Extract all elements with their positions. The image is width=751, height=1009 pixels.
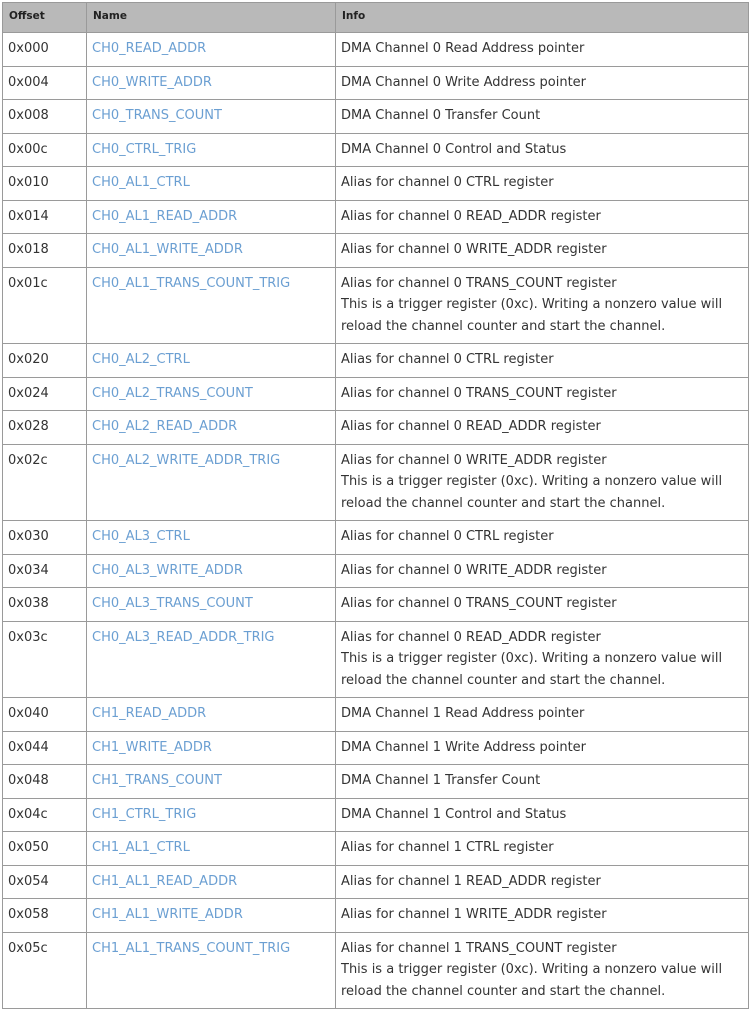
header-row <box>3 3 749 33</box>
table-row <box>3 588 749 622</box>
table-row <box>3 521 749 555</box>
register-offset: 0x044 <box>3 731 87 765</box>
register-info-cell <box>336 200 749 234</box>
table-row <box>3 100 749 134</box>
register-offset: 0x030 <box>3 521 87 555</box>
register-name-cell <box>87 66 336 100</box>
register-info-cell <box>336 521 749 555</box>
register-name-cell <box>87 899 336 933</box>
register-info-line: reload the channel counter and start the channel. <box>341 983 666 999</box>
register-info-cell <box>336 798 749 832</box>
register-name-link[interactable]: CH1_WRITE_ADDR <box>92 739 212 755</box>
table-row <box>3 33 749 67</box>
register-offset: 0x038 <box>3 588 87 622</box>
register-info-line: This is a trigger register (0xc). Writing a nonzero value will <box>341 474 723 489</box>
register-info-line: Alias for channel 0 READ_ADDR register <box>341 629 601 645</box>
register-name-cell <box>87 234 336 268</box>
register-name-link[interactable]: CH1_TRANS_COUNT <box>92 773 222 788</box>
register-info-cell <box>336 765 749 799</box>
register-info-line: reload the channel counter and start the channel. <box>341 495 666 511</box>
register-info-line: DMA Channel 0 Write Address pointer <box>341 74 587 90</box>
register-name-cell <box>87 377 336 411</box>
register-name-link[interactable]: CH1_AL1_WRITE_ADDR <box>92 907 243 922</box>
table-row <box>3 344 749 378</box>
table-row <box>3 698 749 732</box>
register-info-line: Alias for channel 1 WRITE_ADDR register <box>341 907 607 922</box>
table-row <box>3 832 749 866</box>
register-info-line: reload the channel counter and start the channel. <box>341 672 666 688</box>
register-info-line: Alias for channel 1 CTRL register <box>341 840 554 855</box>
register-offset: 0x004 <box>3 66 87 100</box>
register-info-line: DMA Channel 0 Read Address pointer <box>341 41 585 56</box>
register-offset: 0x01c <box>3 267 87 344</box>
table-row <box>3 865 749 899</box>
register-info-line: Alias for channel 0 TRANS_COUNT register <box>341 385 617 401</box>
register-offset: 0x05c <box>3 932 87 1009</box>
register-info-cell <box>336 932 749 1009</box>
register-info-line: Alias for channel 0 CTRL register <box>341 529 554 544</box>
register-name-cell <box>87 932 336 1009</box>
register-info-cell <box>336 899 749 933</box>
table-row <box>3 133 749 167</box>
register-name-link[interactable]: CH0_AL2_CTRL <box>92 352 190 367</box>
register-info-cell <box>336 234 749 268</box>
table-row <box>3 899 749 933</box>
register-name-cell <box>87 344 336 378</box>
register-offset: 0x024 <box>3 377 87 411</box>
register-name-link[interactable]: CH0_AL3_WRITE_ADDR <box>92 562 243 578</box>
register-offset: 0x054 <box>3 865 87 899</box>
register-offset: 0x028 <box>3 411 87 445</box>
register-name-link[interactable]: CH0_AL1_READ_ADDR <box>92 208 238 224</box>
register-info-cell <box>336 444 749 521</box>
register-info-line: This is a trigger register (0xc). Writing a nonzero value will <box>341 962 723 977</box>
register-info-cell <box>336 100 749 134</box>
register-offset: 0x00c <box>3 133 87 167</box>
table-row <box>3 731 749 765</box>
table-row <box>3 554 749 588</box>
info-column-header: Info <box>336 3 749 33</box>
register-info-line: DMA Channel 1 Transfer Count <box>341 773 541 788</box>
register-offset: 0x02c <box>3 444 87 521</box>
register-offset: 0x008 <box>3 100 87 134</box>
register-name-link[interactable]: CH0_AL3_TRANS_COUNT <box>92 596 253 611</box>
register-info-cell <box>336 865 749 899</box>
table-row <box>3 411 749 445</box>
register-info-line: Alias for channel 0 WRITE_ADDR register <box>341 562 607 578</box>
register-name-cell <box>87 554 336 588</box>
register-info-line: DMA Channel 1 Control and Status <box>341 806 567 822</box>
register-info-line: Alias for channel 1 TRANS_COUNT register <box>341 940 617 956</box>
table-header <box>3 3 749 33</box>
register-name-cell <box>87 33 336 67</box>
table-row <box>3 377 749 411</box>
register-name-cell <box>87 832 336 866</box>
register-name-link[interactable]: CH0_READ_ADDR <box>92 41 207 56</box>
register-info-line: This is a trigger register (0xc). Writing a nonzero value will <box>341 651 723 666</box>
table-row <box>3 932 749 1009</box>
register-info-cell <box>336 698 749 732</box>
register-info-cell <box>336 33 749 67</box>
register-info-line: Alias for channel 0 TRANS_COUNT register <box>341 596 617 611</box>
table-row <box>3 66 749 100</box>
register-offset: 0x040 <box>3 698 87 732</box>
register-info-cell <box>336 411 749 445</box>
register-name-link[interactable]: CH0_AL1_CTRL <box>92 175 190 190</box>
table-row <box>3 234 749 268</box>
register-name-link[interactable]: CH0_AL2_READ_ADDR <box>92 419 238 434</box>
register-info-line: Alias for channel 0 TRANS_COUNT register <box>341 275 617 291</box>
register-name-link[interactable]: CH0_AL2_TRANS_COUNT <box>92 385 253 401</box>
register-name-link[interactable]: CH0_AL2_WRITE_ADDR_TRIG <box>92 452 281 468</box>
register-name-cell <box>87 521 336 555</box>
register-info-line: DMA Channel 1 Write Address pointer <box>341 739 587 755</box>
register-info-line: Alias for channel 0 READ_ADDR register <box>341 208 601 224</box>
register-info-line: Alias for channel 0 WRITE_ADDR register <box>341 242 607 257</box>
register-name-link[interactable]: CH0_TRANS_COUNT <box>92 108 222 123</box>
table-row <box>3 798 749 832</box>
register-name-cell <box>87 133 336 167</box>
register-offset: 0x048 <box>3 765 87 799</box>
register-name-link[interactable]: CH0_WRITE_ADDR <box>92 74 212 90</box>
register-info-cell <box>336 832 749 866</box>
register-offset: 0x04c <box>3 798 87 832</box>
register-name-link[interactable]: CH1_AL1_CTRL <box>92 840 190 855</box>
register-name-cell <box>87 765 336 799</box>
register-offset: 0x034 <box>3 554 87 588</box>
table-row <box>3 167 749 201</box>
register-name-cell <box>87 698 336 732</box>
register-offset: 0x000 <box>3 33 87 67</box>
register-info-cell <box>336 267 749 344</box>
register-name-link[interactable]: CH0_CTRL_TRIG <box>92 141 197 157</box>
register-offset: 0x03c <box>3 621 87 698</box>
register-info-line: Alias for channel 1 READ_ADDR register <box>341 873 601 889</box>
register-offset: 0x014 <box>3 200 87 234</box>
register-offset: 0x018 <box>3 234 87 268</box>
table-body <box>3 33 749 1009</box>
register-info-line: DMA Channel 0 Transfer Count <box>341 108 541 123</box>
register-info-line: DMA Channel 0 Control and Status <box>341 141 567 157</box>
register-info-line: Alias for channel 0 READ_ADDR register <box>341 419 601 434</box>
register-info-cell <box>336 554 749 588</box>
register-offset: 0x020 <box>3 344 87 378</box>
register-info-cell <box>336 133 749 167</box>
register-offset: 0x050 <box>3 832 87 866</box>
register-name-link[interactable]: CH0_AL3_CTRL <box>92 529 190 544</box>
register-table-container <box>2 2 748 1009</box>
register-info-line: Alias for channel 0 CTRL register <box>341 352 554 367</box>
table-row <box>3 267 749 344</box>
register-name-link[interactable]: CH1_CTRL_TRIG <box>92 806 197 822</box>
register-name-cell <box>87 200 336 234</box>
register-name-link[interactable]: CH1_AL1_TRANS_COUNT_TRIG <box>92 940 291 956</box>
register-info-line: Alias for channel 0 WRITE_ADDR register <box>341 452 607 468</box>
register-info-line: reload the channel counter and start the channel. <box>341 318 666 334</box>
name-column-header: Name <box>87 3 336 33</box>
register-info-line: DMA Channel 1 Read Address pointer <box>341 706 585 721</box>
register-name-cell <box>87 167 336 201</box>
register-info-cell <box>336 66 749 100</box>
table-row <box>3 200 749 234</box>
register-table <box>2 2 749 1009</box>
register-name-link[interactable]: CH1_AL1_READ_ADDR <box>92 873 238 889</box>
register-offset: 0x010 <box>3 167 87 201</box>
register-name-cell <box>87 865 336 899</box>
offset-column-header: Offset <box>3 3 87 33</box>
register-name-link[interactable]: CH1_READ_ADDR <box>92 706 207 721</box>
register-name-link[interactable]: CH0_AL1_WRITE_ADDR <box>92 242 243 257</box>
table-row <box>3 765 749 799</box>
register-info-cell <box>336 167 749 201</box>
register-info-cell <box>336 731 749 765</box>
table-row <box>3 621 749 698</box>
register-name-cell <box>87 621 336 698</box>
register-name-cell <box>87 267 336 344</box>
register-name-cell <box>87 588 336 622</box>
register-info-line: This is a trigger register (0xc). Writing a nonzero value will <box>341 297 723 312</box>
register-info-cell <box>336 621 749 698</box>
register-name-cell <box>87 444 336 521</box>
register-name-cell <box>87 798 336 832</box>
register-name-link[interactable]: CH0_AL3_READ_ADDR_TRIG <box>92 629 275 645</box>
register-info-cell <box>336 344 749 378</box>
register-info-line: Alias for channel 0 CTRL register <box>341 175 554 190</box>
register-info-cell <box>336 588 749 622</box>
register-info-cell <box>336 377 749 411</box>
register-name-cell <box>87 731 336 765</box>
register-name-cell <box>87 411 336 445</box>
table-row <box>3 444 749 521</box>
register-name-link[interactable]: CH0_AL1_TRANS_COUNT_TRIG <box>92 275 291 291</box>
register-offset: 0x058 <box>3 899 87 933</box>
register-name-cell <box>87 100 336 134</box>
